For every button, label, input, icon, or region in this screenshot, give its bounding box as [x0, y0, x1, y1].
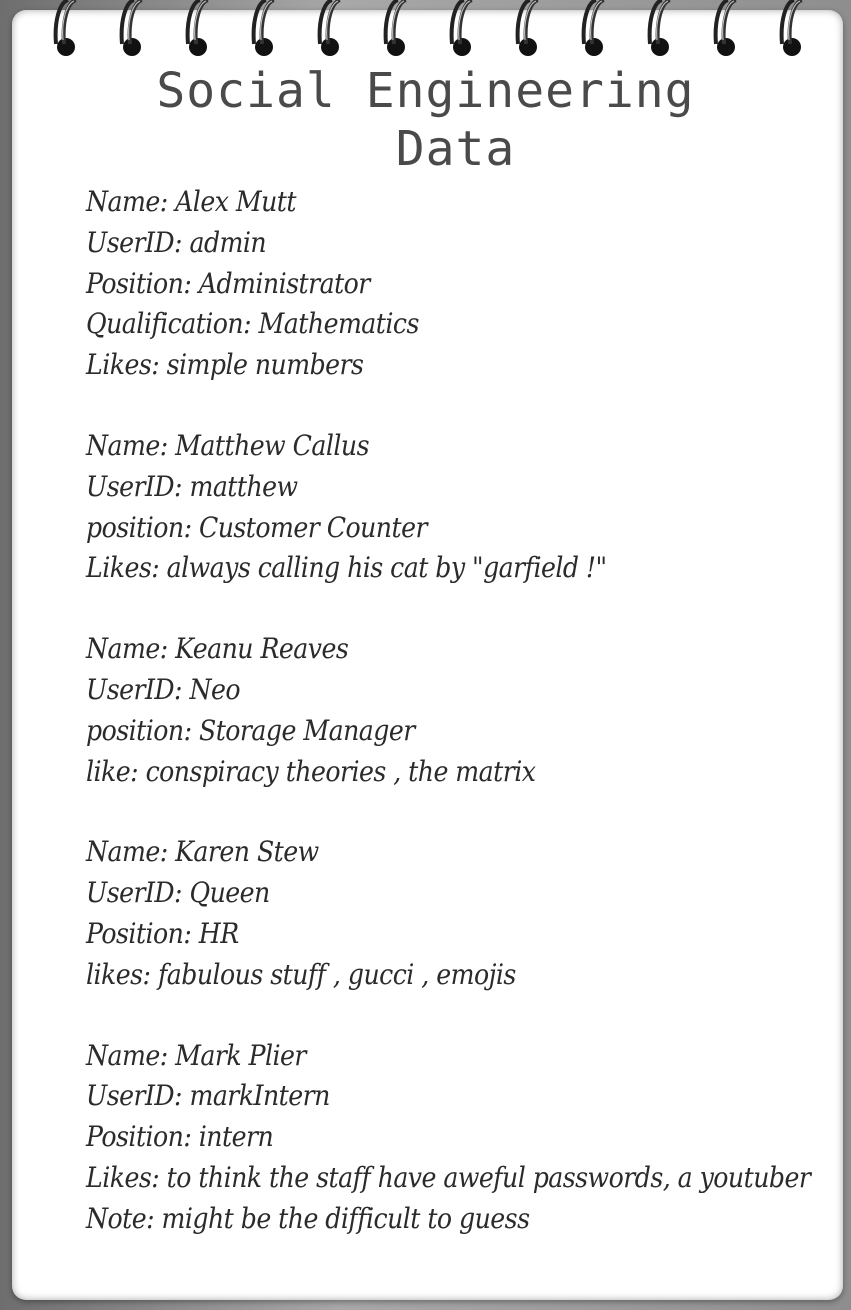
- record-qualification: Qualification: Mathematics: [86, 307, 419, 341]
- record-position: position: Customer Counter: [86, 510, 427, 544]
- binding-ring: [56, 0, 76, 56]
- record-name: Name: Alex Mutt: [86, 185, 296, 218]
- record-karen-stew: [86, 832, 826, 995]
- title-line-1: Social Engineering: [156, 63, 695, 119]
- record-userid: UserID: Neo: [86, 672, 240, 706]
- record-position: Position: Administrator: [86, 266, 370, 300]
- record-likes: like: conspiracy theories , the matrix: [86, 754, 536, 788]
- record-name: Name: Keanu Reaves: [86, 632, 349, 666]
- record-keanu-reaves: [86, 629, 826, 792]
- binding-ring: [452, 0, 472, 56]
- record-userid: UserID: markIntern: [86, 1079, 330, 1113]
- spiral-binding: [0, 0, 851, 70]
- record-userid: UserID: matthew: [86, 469, 298, 503]
- binding-ring: [254, 0, 274, 56]
- binding-ring: [716, 0, 736, 56]
- binding-ring: [518, 0, 538, 56]
- records-list: [86, 182, 826, 1280]
- binding-ring: [122, 0, 142, 56]
- record-position: Position: intern: [86, 1120, 274, 1154]
- binding-ring: [650, 0, 670, 56]
- record-name: Name: Matthew Callus: [86, 428, 369, 462]
- binding-ring: [584, 0, 604, 56]
- record-position: position: Storage Manager: [86, 713, 415, 747]
- binding-ring: [188, 0, 208, 56]
- page-title: [0, 62, 851, 178]
- record-position: Position: HR: [86, 916, 239, 950]
- record-userid: UserID: admin: [86, 225, 267, 259]
- record-name: Name: Mark Plier: [86, 1038, 306, 1072]
- record-matthew-callus: [86, 426, 826, 589]
- record-likes: likes: fabulous stuff , gucci , emojis: [86, 957, 516, 991]
- record-note: Note: might be the difficult to guess: [86, 1201, 530, 1235]
- record-likes: Likes: to think the staff have aweful passwords, a youtuber: [86, 1160, 811, 1194]
- binding-ring: [386, 0, 406, 56]
- title-line-2: Data: [395, 121, 516, 177]
- record-alex-mutt: [86, 182, 826, 386]
- binding-ring: [782, 0, 802, 56]
- record-name: Name: Karen Stew: [86, 835, 319, 869]
- record-likes: Likes: always calling his cat by "garfield !": [86, 551, 607, 585]
- record-mark-plier: [86, 1036, 826, 1240]
- binding-ring: [320, 0, 340, 56]
- record-likes: Likes: simple numbers: [86, 348, 364, 382]
- record-userid: UserID: Queen: [86, 876, 270, 910]
